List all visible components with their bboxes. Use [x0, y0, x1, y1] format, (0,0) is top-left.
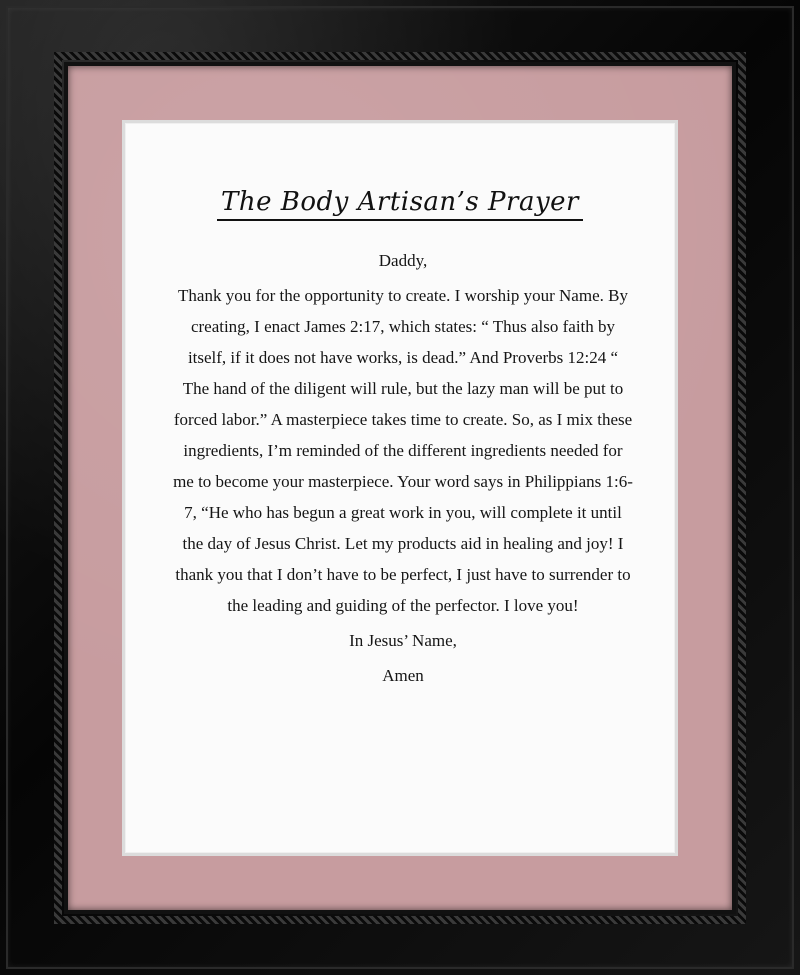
pink-mat [68, 66, 732, 910]
prayer-title [125, 187, 675, 221]
prayer-title-text: The Body Artisan’s Prayer [217, 187, 583, 221]
signoff-line: Amen [382, 666, 424, 685]
prayer-paragraph: Thank you for the opportunity to create. I worship your Name. By creating, I enact James 2:17, which states: “ Thus also faith by itself, if it does not have works, is dead.” And Proverbs 12:24 “ The hand of the diligent will rule, but the lazy man will be put to forced labor.” A masterpiece takes time to create. So, as I mix these ingredients, I’m reminded of the different ingredients needed for me to become your masterpiece. Your word says in Philippians 1:6-7, “He who has begun a great work in you, will complete it until the day of Jesus Christ. Let my products aid in healing and joy! I thank you that I don’t have to be perfect, I just have to surrender to the leading and guiding of the perfector. I love you! [173, 286, 633, 615]
prayer-body [173, 245, 633, 695]
salutation: Daddy, [378, 251, 428, 270]
closing-line: In Jesus’ Name, [349, 631, 457, 650]
prayer-paper [122, 120, 678, 856]
